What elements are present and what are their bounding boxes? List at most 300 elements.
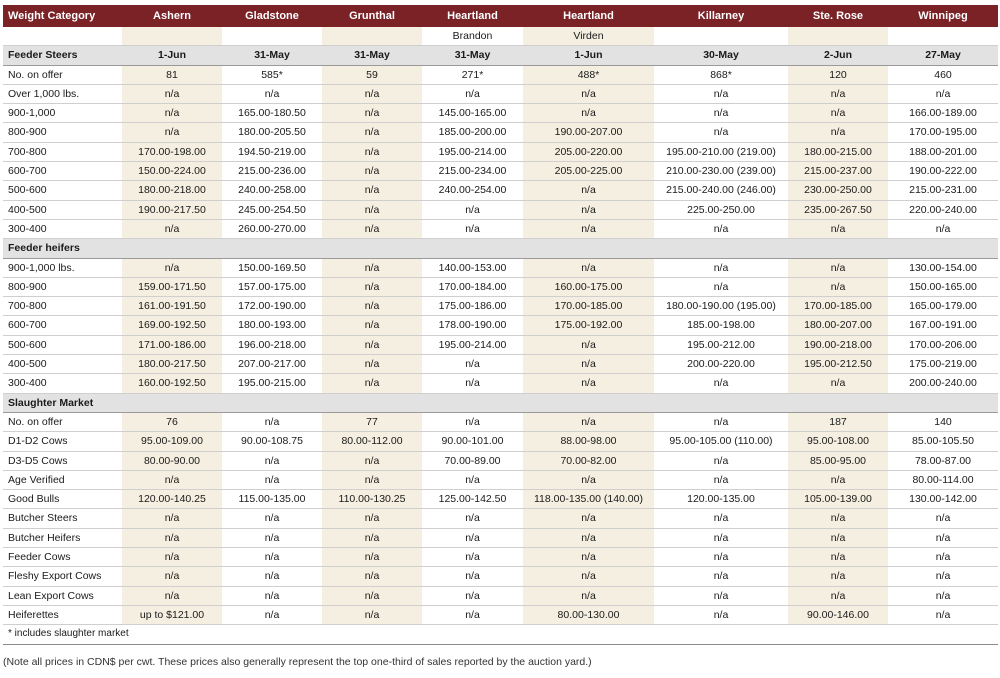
- price-cell: n/a: [523, 374, 654, 393]
- price-cell: n/a: [322, 586, 422, 605]
- price-cell: n/a: [523, 335, 654, 354]
- price-cell: n/a: [888, 605, 998, 624]
- row-label: Butcher Steers: [3, 509, 122, 528]
- section-header-row: [3, 393, 998, 412]
- section-date-cell: [222, 393, 322, 412]
- column-header: Ste. Rose: [788, 5, 888, 27]
- table-row: [3, 528, 998, 547]
- row-label: 300-400: [3, 219, 122, 238]
- sublocation-cell: [654, 27, 788, 46]
- price-cell: n/a: [523, 509, 654, 528]
- price-cell: n/a: [322, 104, 422, 123]
- price-cell: 215.00-234.00: [422, 162, 523, 181]
- table-row: [3, 258, 998, 277]
- price-cell: n/a: [654, 84, 788, 103]
- price-cell: n/a: [422, 470, 523, 489]
- price-cell: 260.00-270.00: [222, 219, 322, 238]
- price-cell: 169.00-192.50: [122, 316, 222, 335]
- price-cell: 205.00-220.00: [523, 142, 654, 161]
- table-row: [3, 567, 998, 586]
- price-cell: n/a: [322, 355, 422, 374]
- price-cell: n/a: [422, 355, 523, 374]
- price-cell: n/a: [523, 258, 654, 277]
- table-row: [3, 451, 998, 470]
- price-cell: n/a: [788, 104, 888, 123]
- price-cell: n/a: [888, 219, 998, 238]
- row-label: Fleshy Export Cows: [3, 567, 122, 586]
- price-cell: up to $121.00: [122, 605, 222, 624]
- table-row: [3, 374, 998, 393]
- price-cell: n/a: [122, 219, 222, 238]
- price-cell: n/a: [322, 509, 422, 528]
- price-cell: n/a: [222, 412, 322, 431]
- price-cell: 220.00-240.00: [888, 200, 998, 219]
- price-cell: 145.00-165.00: [422, 104, 523, 123]
- price-cell: n/a: [122, 84, 222, 103]
- price-cell: 215.00-236.00: [222, 162, 322, 181]
- price-cell: n/a: [523, 548, 654, 567]
- price-cell: 85.00-95.00: [788, 451, 888, 470]
- price-cell: 172.00-190.00: [222, 297, 322, 316]
- price-cell: n/a: [654, 605, 788, 624]
- price-cell: n/a: [122, 470, 222, 489]
- price-cell: 159.00-171.50: [122, 277, 222, 296]
- price-cell: n/a: [654, 509, 788, 528]
- row-label: Age Verified: [3, 470, 122, 489]
- table-row: [3, 84, 998, 103]
- price-cell: n/a: [888, 509, 998, 528]
- section-date-cell: [322, 393, 422, 412]
- header-row: [3, 5, 998, 27]
- price-cell: 185.00-200.00: [422, 123, 523, 142]
- price-cell: 70.00-89.00: [422, 451, 523, 470]
- section-date-cell: 31-May: [322, 46, 422, 65]
- sublocation-cell: [222, 27, 322, 46]
- price-cell: n/a: [788, 470, 888, 489]
- row-label: Good Bulls: [3, 490, 122, 509]
- price-cell: n/a: [322, 528, 422, 547]
- price-cell: 200.00-240.00: [888, 374, 998, 393]
- price-cell: 140: [888, 412, 998, 431]
- price-cell: n/a: [322, 316, 422, 335]
- price-cell: n/a: [888, 528, 998, 547]
- price-cell: n/a: [654, 258, 788, 277]
- row-label: 600-700: [3, 316, 122, 335]
- price-cell: n/a: [222, 451, 322, 470]
- row-label: 300-400: [3, 374, 122, 393]
- price-cell: n/a: [788, 219, 888, 238]
- price-cell: n/a: [322, 451, 422, 470]
- price-cell: 130.00-142.00: [888, 490, 998, 509]
- sublocation-label-cell: [3, 27, 122, 46]
- row-label: Over 1,000 lbs.: [3, 84, 122, 103]
- table-row: [3, 335, 998, 354]
- price-cell: n/a: [654, 104, 788, 123]
- row-label: D3-D5 Cows: [3, 451, 122, 470]
- price-cell: n/a: [222, 586, 322, 605]
- price-cell: 170.00-185.00: [788, 297, 888, 316]
- price-cell: n/a: [888, 567, 998, 586]
- price-cell: n/a: [523, 104, 654, 123]
- price-cell: 90.00-101.00: [422, 432, 523, 451]
- price-cell: n/a: [654, 528, 788, 547]
- price-cell: 225.00-250.00: [654, 200, 788, 219]
- row-label: 400-500: [3, 200, 122, 219]
- price-cell: n/a: [122, 509, 222, 528]
- price-cell: 150.00-224.00: [122, 162, 222, 181]
- price-cell: n/a: [523, 84, 654, 103]
- price-cell: 195.00-214.00: [422, 335, 523, 354]
- section-date-cell: [654, 393, 788, 412]
- table-row: [3, 297, 998, 316]
- price-cell: 215.00-240.00 (246.00): [654, 181, 788, 200]
- price-cell: n/a: [422, 219, 523, 238]
- price-cell: n/a: [788, 567, 888, 586]
- row-label: 400-500: [3, 355, 122, 374]
- price-cell: n/a: [523, 412, 654, 431]
- price-cell: n/a: [322, 162, 422, 181]
- section-date-cell: [788, 393, 888, 412]
- price-cell: 95.00-105.00 (110.00): [654, 432, 788, 451]
- price-cell: n/a: [222, 567, 322, 586]
- table-row: [3, 65, 998, 84]
- price-cell: 190.00-217.50: [122, 200, 222, 219]
- price-cell: 180.00-193.00: [222, 316, 322, 335]
- row-label: No. on offer: [3, 65, 122, 84]
- section-date-cell: 30-May: [654, 46, 788, 65]
- price-cell: n/a: [322, 258, 422, 277]
- table-row: [3, 277, 998, 296]
- table-row: [3, 142, 998, 161]
- price-cell: n/a: [322, 297, 422, 316]
- price-cell: 200.00-220.00: [654, 355, 788, 374]
- column-header: Killarney: [654, 5, 788, 27]
- column-header: Heartland: [523, 5, 654, 27]
- column-header: Heartland: [422, 5, 523, 27]
- price-cell: n/a: [322, 123, 422, 142]
- column-header: Gladstone: [222, 5, 322, 27]
- price-cell: n/a: [422, 548, 523, 567]
- sublocation-cell: [322, 27, 422, 46]
- sublocation-cell: [122, 27, 222, 46]
- price-cell: 235.00-267.50: [788, 200, 888, 219]
- price-cell: n/a: [422, 200, 523, 219]
- table-row: [3, 605, 998, 624]
- price-cell: 90.00-146.00: [788, 605, 888, 624]
- price-cell: n/a: [654, 123, 788, 142]
- section-date-cell: [888, 239, 998, 258]
- row-label: 900-1,000 lbs.: [3, 258, 122, 277]
- section-title: Feeder Steers: [3, 46, 122, 65]
- price-cell: 80.00-114.00: [888, 470, 998, 489]
- price-cell: n/a: [788, 548, 888, 567]
- price-cell: n/a: [654, 219, 788, 238]
- price-cell: 80.00-130.00: [523, 605, 654, 624]
- price-cell: n/a: [422, 374, 523, 393]
- price-cell: 76: [122, 412, 222, 431]
- price-cell: n/a: [222, 84, 322, 103]
- price-cell: 175.00-192.00: [523, 316, 654, 335]
- price-cell: 170.00-198.00: [122, 142, 222, 161]
- table-body: [3, 27, 998, 644]
- price-cell: 150.00-169.50: [222, 258, 322, 277]
- price-cell: n/a: [654, 374, 788, 393]
- price-cell: 240.00-258.00: [222, 181, 322, 200]
- price-cell: n/a: [788, 277, 888, 296]
- price-cell: 215.00-231.00: [888, 181, 998, 200]
- section-date-cell: 1-Jun: [122, 46, 222, 65]
- sublocation-row: [3, 27, 998, 46]
- price-cell: n/a: [523, 219, 654, 238]
- price-cell: 205.00-225.00: [523, 162, 654, 181]
- price-cell: 240.00-254.00: [422, 181, 523, 200]
- price-cell: 120.00-140.25: [122, 490, 222, 509]
- section-title: Slaughter Market: [3, 393, 122, 412]
- section-title: Feeder heifers: [3, 239, 122, 258]
- price-cell: n/a: [788, 84, 888, 103]
- price-cell: n/a: [654, 470, 788, 489]
- row-label: 800-900: [3, 277, 122, 296]
- price-cell: 125.00-142.50: [422, 490, 523, 509]
- price-cell: 175.00-219.00: [888, 355, 998, 374]
- price-cell: 95.00-109.00: [122, 432, 222, 451]
- table-row: [3, 162, 998, 181]
- price-cell: 160.00-175.00: [523, 277, 654, 296]
- price-cell: 170.00-184.00: [422, 277, 523, 296]
- price-cell: n/a: [788, 509, 888, 528]
- table-row: [3, 219, 998, 238]
- table-row: [3, 412, 998, 431]
- row-label: No. on offer: [3, 412, 122, 431]
- price-cell: n/a: [122, 104, 222, 123]
- price-cell: n/a: [888, 586, 998, 605]
- price-cell: 167.00-191.00: [888, 316, 998, 335]
- price-cell: 585*: [222, 65, 322, 84]
- price-cell: n/a: [422, 528, 523, 547]
- row-label: Heiferettes: [3, 605, 122, 624]
- table-row: [3, 509, 998, 528]
- price-cell: n/a: [654, 567, 788, 586]
- price-cell: 180.00-190.00 (195.00): [654, 297, 788, 316]
- weight-category-header: Weight Category: [3, 5, 122, 27]
- row-label: 900-1,000: [3, 104, 122, 123]
- price-cell: 180.00-205.50: [222, 123, 322, 142]
- price-cell: 59: [322, 65, 422, 84]
- price-cell: n/a: [788, 586, 888, 605]
- price-cell: 78.00-87.00: [888, 451, 998, 470]
- price-cell: 488*: [523, 65, 654, 84]
- price-cell: n/a: [222, 605, 322, 624]
- price-cell: n/a: [122, 548, 222, 567]
- price-cell: 140.00-153.00: [422, 258, 523, 277]
- table-header: [3, 5, 998, 27]
- column-header: Ashern: [122, 5, 222, 27]
- table-row: [3, 200, 998, 219]
- price-cell: n/a: [322, 277, 422, 296]
- footnote-row: [3, 625, 998, 644]
- section-date-cell: [523, 239, 654, 258]
- price-cell: 190.00-207.00: [523, 123, 654, 142]
- price-cell: 196.00-218.00: [222, 335, 322, 354]
- section-date-cell: [888, 393, 998, 412]
- price-cell: 230.00-250.00: [788, 181, 888, 200]
- price-cell: 190.00-218.00: [788, 335, 888, 354]
- price-cell: n/a: [788, 123, 888, 142]
- price-cell: 215.00-237.00: [788, 162, 888, 181]
- section-date-cell: 31-May: [422, 46, 523, 65]
- price-cell: 77: [322, 412, 422, 431]
- price-cell: 120.00-135.00: [654, 490, 788, 509]
- section-date-cell: 31-May: [222, 46, 322, 65]
- column-header: Winnipeg: [888, 5, 998, 27]
- price-cell: n/a: [322, 219, 422, 238]
- price-cell: n/a: [888, 84, 998, 103]
- price-cell: n/a: [322, 200, 422, 219]
- price-cell: n/a: [122, 123, 222, 142]
- price-cell: n/a: [523, 470, 654, 489]
- price-cell: n/a: [523, 567, 654, 586]
- price-cell: 170.00-195.00: [888, 123, 998, 142]
- price-cell: 180.00-215.00: [788, 142, 888, 161]
- price-cell: n/a: [322, 567, 422, 586]
- table-row: [3, 432, 998, 451]
- table-row: [3, 548, 998, 567]
- price-cell: n/a: [122, 567, 222, 586]
- price-cell: n/a: [422, 567, 523, 586]
- price-cell: 85.00-105.50: [888, 432, 998, 451]
- row-label: 500-600: [3, 335, 122, 354]
- price-cell: n/a: [654, 412, 788, 431]
- price-cell: n/a: [422, 84, 523, 103]
- row-label: D1-D2 Cows: [3, 432, 122, 451]
- section-date-cell: [422, 393, 523, 412]
- row-label: 800-900: [3, 123, 122, 142]
- price-cell: 95.00-108.00: [788, 432, 888, 451]
- price-cell: n/a: [222, 528, 322, 547]
- price-cell: n/a: [322, 605, 422, 624]
- price-cell: 150.00-165.00: [888, 277, 998, 296]
- price-cell: n/a: [122, 528, 222, 547]
- price-table: [3, 5, 998, 645]
- price-cell: 165.00-180.50: [222, 104, 322, 123]
- price-cell: 460: [888, 65, 998, 84]
- price-cell: 171.00-186.00: [122, 335, 222, 354]
- price-cell: 170.00-185.00: [523, 297, 654, 316]
- section-date-cell: [788, 239, 888, 258]
- price-cell: 80.00-90.00: [122, 451, 222, 470]
- footnote: * includes slaughter market: [3, 625, 998, 644]
- price-cell: 185.00-198.00: [654, 316, 788, 335]
- price-cell: 160.00-192.50: [122, 374, 222, 393]
- price-cell: n/a: [222, 548, 322, 567]
- price-cell: 180.00-218.00: [122, 181, 222, 200]
- section-date-cell: [523, 393, 654, 412]
- price-cell: n/a: [523, 355, 654, 374]
- price-cell: n/a: [788, 528, 888, 547]
- table-row: [3, 181, 998, 200]
- sublocation-cell: [888, 27, 998, 46]
- price-cell: 110.00-130.25: [322, 490, 422, 509]
- section-header-row: [3, 239, 998, 258]
- price-cell: n/a: [322, 181, 422, 200]
- price-cell: 180.00-217.50: [122, 355, 222, 374]
- price-cell: n/a: [222, 470, 322, 489]
- table-row: [3, 586, 998, 605]
- price-cell: n/a: [523, 181, 654, 200]
- price-cell: 178.00-190.00: [422, 316, 523, 335]
- price-cell: 180.00-207.00: [788, 316, 888, 335]
- price-cell: 194.50-219.00: [222, 142, 322, 161]
- price-cell: 210.00-230.00 (239.00): [654, 162, 788, 181]
- price-cell: 195.00-215.00: [222, 374, 322, 393]
- section-date-cell: [322, 239, 422, 258]
- price-cell: 81: [122, 65, 222, 84]
- sublocation-cell: [788, 27, 888, 46]
- price-cell: n/a: [422, 509, 523, 528]
- price-cell: n/a: [322, 84, 422, 103]
- price-cell: 80.00-112.00: [322, 432, 422, 451]
- row-label: Feeder Cows: [3, 548, 122, 567]
- price-cell: 195.00-210.00 (219.00): [654, 142, 788, 161]
- price-cell: n/a: [222, 509, 322, 528]
- row-label: 500-600: [3, 181, 122, 200]
- price-cell: 188.00-201.00: [888, 142, 998, 161]
- price-cell: n/a: [888, 548, 998, 567]
- price-cell: n/a: [322, 548, 422, 567]
- price-cell: n/a: [422, 605, 523, 624]
- price-cell: n/a: [422, 586, 523, 605]
- price-cell: 187: [788, 412, 888, 431]
- price-cell: n/a: [122, 586, 222, 605]
- price-cell: 157.00-175.00: [222, 277, 322, 296]
- table-row: [3, 355, 998, 374]
- price-cell: 130.00-154.00: [888, 258, 998, 277]
- table-row: [3, 470, 998, 489]
- price-cell: 271*: [422, 65, 523, 84]
- row-label: Butcher Heifers: [3, 528, 122, 547]
- section-date-cell: [122, 239, 222, 258]
- price-cell: 165.00-179.00: [888, 297, 998, 316]
- section-date-cell: 1-Jun: [523, 46, 654, 65]
- price-cell: n/a: [523, 200, 654, 219]
- price-cell: 88.00-98.00: [523, 432, 654, 451]
- row-label: 600-700: [3, 162, 122, 181]
- price-cell: n/a: [422, 412, 523, 431]
- table-row: [3, 123, 998, 142]
- price-cell: 868*: [654, 65, 788, 84]
- price-cell: 195.00-212.00: [654, 335, 788, 354]
- price-cell: n/a: [322, 142, 422, 161]
- price-cell: n/a: [122, 258, 222, 277]
- price-cell: n/a: [523, 586, 654, 605]
- price-cell: 175.00-186.00: [422, 297, 523, 316]
- row-label: 700-800: [3, 297, 122, 316]
- row-label: Lean Export Cows: [3, 586, 122, 605]
- price-cell: n/a: [654, 586, 788, 605]
- price-cell: n/a: [322, 470, 422, 489]
- price-note: (Note all prices in CDN$ per cwt. These prices also generally represent the top one-third of sales reported by the auction yard.): [3, 656, 592, 668]
- sublocation-cell: Brandon: [422, 27, 523, 46]
- price-cell: 245.00-254.50: [222, 200, 322, 219]
- table-row: [3, 316, 998, 335]
- price-cell: 161.00-191.50: [122, 297, 222, 316]
- price-cell: 190.00-222.00: [888, 162, 998, 181]
- price-cell: n/a: [654, 548, 788, 567]
- price-cell: 170.00-206.00: [888, 335, 998, 354]
- price-cell: 70.00-82.00: [523, 451, 654, 470]
- table-row: [3, 490, 998, 509]
- price-cell: 120: [788, 65, 888, 84]
